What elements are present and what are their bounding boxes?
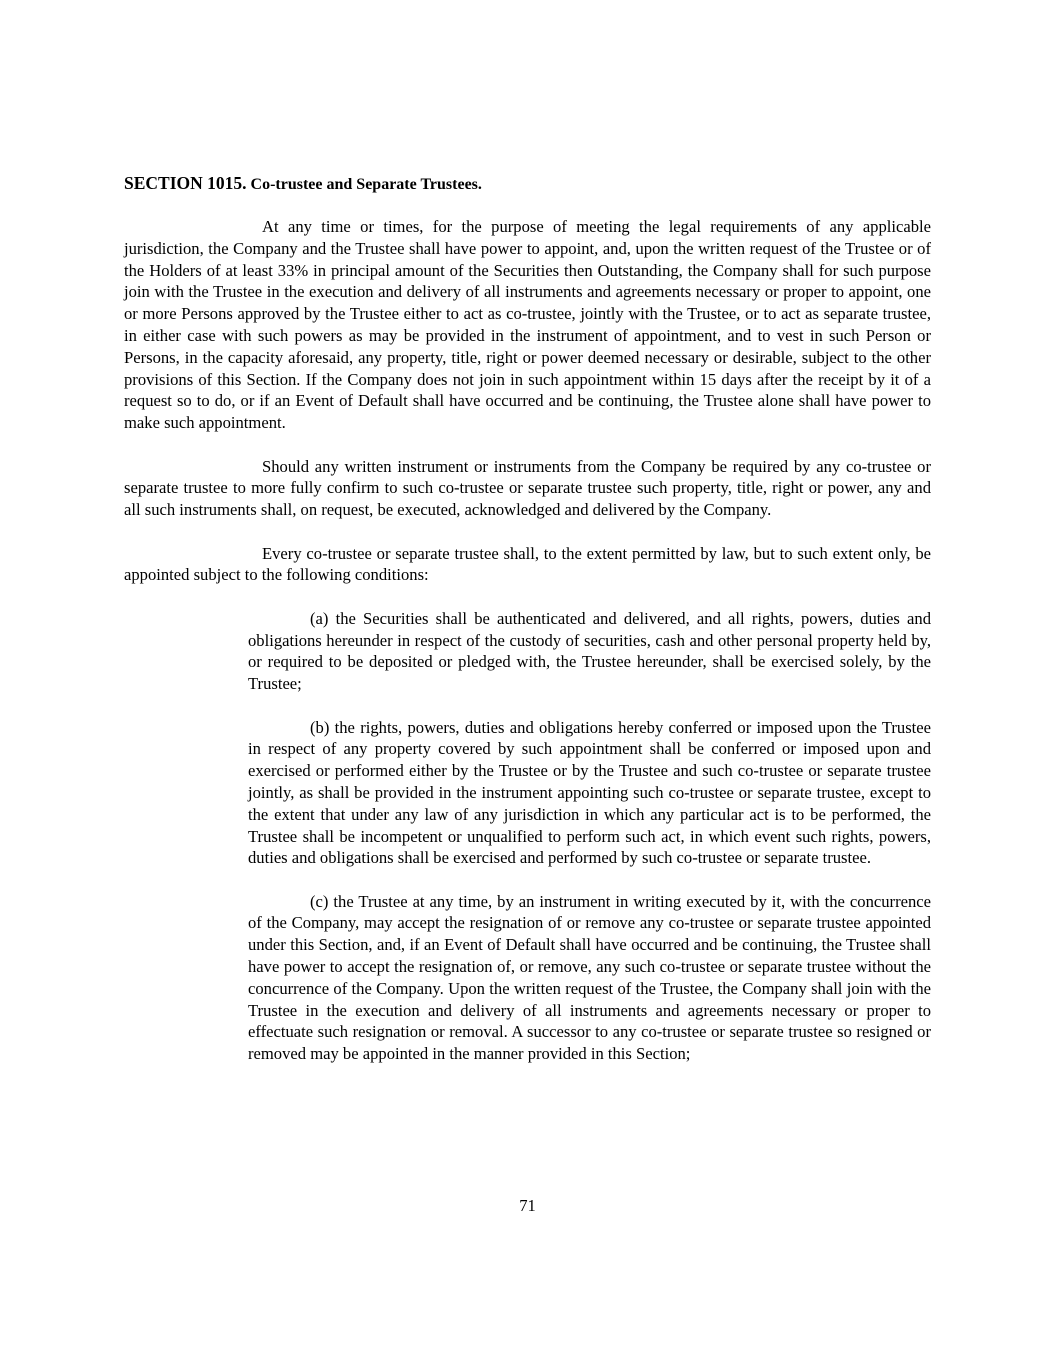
clause-a: (a) the Securities shall be authenticated and delivered, and all rights, powers, duties and obligations hereunder in respect of the custody of securities, cash and other personal property held by, or required to be deposited or pledged with, the Trustee hereunder, shall be exercised solely, by the Trustee;: [248, 608, 931, 694]
paragraph: At any time or times, for the purpose of meeting the legal requirements of any applicable jurisdiction, the Company and the Trustee shall have power to appoint, and, upon the written request of the Trustee or of the Holders of at least 33% in principal amount of the Securities then Outstanding, the Company shall for such purpose join with the Trustee in the execution and delivery of all instruments and agreements necessary or proper to appoint, one or more Persons approved by the Trustee either to act as co-trustee, jointly with the Trustee, or to act as separate trustee, in either case with such powers as may be provided in the instrument of appointment, and to vest in such Person or Persons, in the capacity aforesaid, any property, title, right or power deemed necessary or desirable, subject to the other provisions of this Section. If the Company does not join in such appointment within 15 days after the receipt by it of a request so to do, or if an Event of Default shall have occurred and be continuing, the Trustee alone shall have power to make such appointment.: [124, 217, 931, 433]
paragraph: Every co-trustee or separate trustee shall, to the extent permitted by law, but to such extent only, be appointed subject to the following conditions:: [124, 543, 931, 585]
clause-c: (c) the Trustee at any time, by an instrument in writing executed by it, with the concurrence of the Company, may accept the resignation of or remove any co-trustee or separate trustee appointed under this Section, and, if an Event of Default shall have occurred and be continuing, the Trustee shall have power to accept the resignation of, or remove, any such co-trustee or separate trustee without the concurrence of the Company. Upon the written request of the Trustee, the Company shall join with the Trustee in the execution and delivery of all instruments and agreements necessary or proper to effectuate such resignation or removal. A successor to any co-trustee or separate trustee so resigned or removed may be appointed in the manner provided in this Section;: [248, 891, 931, 1064]
clause-b: (b) the rights, powers, duties and obligations hereby conferred or imposed upon the Trustee in respect of any property covered by such appointment shall be conferred or imposed upon and exercised or performed either by the Trustee or by the Trustee and such co-trustee or separate trustee jointly, as shall be provided in the instrument appointing such co-trustee or separate trustee, except to the extent that under any law of any jurisdiction in which any particular act is to be performed, the Trustee shall be incompetent or unqualified to perform such act, in which event such rights, powers, duties and obligations shall be exercised and performed by such co-trustee or separate trustee.: [248, 717, 931, 868]
document-page: [124, 172, 931, 1087]
section-title: Co-trustee and Separate Trustees.: [250, 176, 482, 193]
section-heading: [124, 172, 931, 196]
page-number: 71: [519, 1196, 536, 1215]
section-number: SECTION 1015.: [124, 173, 247, 193]
paragraph: Should any written instrument or instruments from the Company be required by any co-trustee or separate trustee to more fully confirm to such co-trustee or separate trustee such property, title, right or power, any and all such instruments shall, on request, be executed, acknowledged and delivered by the Company.: [124, 456, 931, 520]
